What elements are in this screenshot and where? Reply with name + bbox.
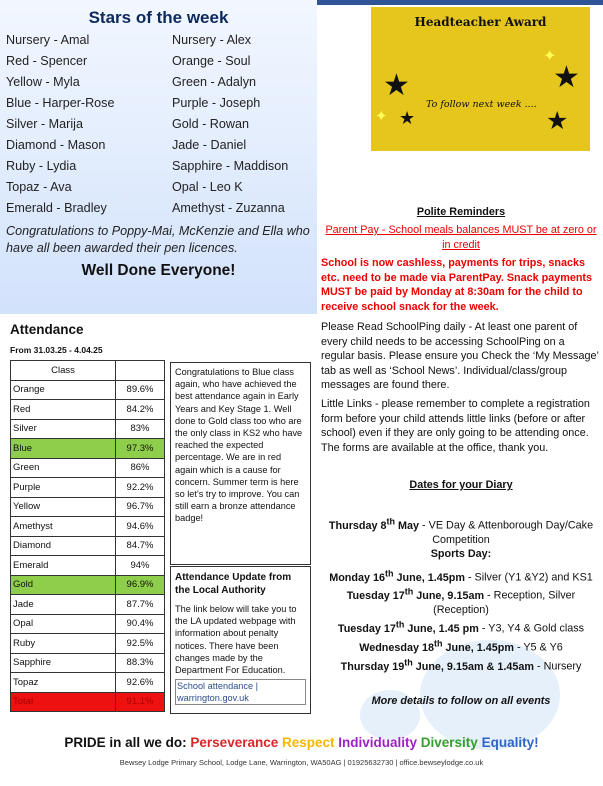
class-percentage: 94.6% (116, 517, 165, 537)
class-name: Blue (11, 439, 116, 459)
class-percentage: 97.3% (116, 439, 165, 459)
class-percentage: 91.1% (116, 692, 165, 712)
class-percentage: 88.3% (116, 653, 165, 673)
attendance-date: From 31.03.25 - 4.04.25 (10, 345, 103, 355)
star-name: Red - Spencer (6, 54, 88, 68)
schoolping-note: Please Read SchoolPing daily - At least one parent of every child needs to be accessing SchoolPing on a regular basis. Please ensure you Check the ‘My Message’ tab as well as ‘School News’. Individual/class/group messages are found there. (321, 321, 599, 391)
star-row (6, 138, 306, 159)
star-row (6, 117, 306, 138)
pride-word: Equality! (481, 735, 539, 750)
attendance-link[interactable]: School attendance | warrington.gov.uk (175, 679, 306, 705)
pride-word: Individuality (338, 735, 421, 750)
event-date-suffix: th (395, 619, 405, 629)
star-name: Topaz - Ava (6, 180, 72, 194)
star-row (6, 201, 306, 222)
attendance-row (11, 497, 165, 517)
sparkle-icon: ✦ (375, 108, 388, 125)
event-desc: - Silver (Y1 &Y2) and KS1 (464, 571, 593, 584)
attendance-row (11, 692, 165, 712)
star-name: Diamond - Mason (6, 138, 106, 152)
parent-pay-note: Parent Pay - School meals balances MUST be at zero or in credit (325, 224, 597, 251)
diary-event-ve-day (321, 514, 601, 548)
pen-licence-congrats: Congratulations to Poppy-Mai, McKenzie and Ella who have all been awarded their pen licences. (6, 224, 310, 255)
class-name: Sapphire (11, 653, 116, 673)
star-icon: ★ (553, 61, 580, 94)
reminders-title: Polite Reminders (416, 206, 506, 218)
event-time: June, 1.45pm (393, 571, 465, 584)
class-percentage: 92.6% (116, 673, 165, 693)
event-date-suffix: th (385, 568, 394, 578)
class-name: Yellow (11, 497, 116, 517)
sparkle-icon: ✦ (543, 48, 557, 65)
class-percentage: 96.7% (116, 497, 165, 517)
class-name: Jade (11, 595, 116, 615)
attendance-row (11, 673, 165, 693)
well-done-heading: Well Done Everyone! (81, 262, 236, 279)
headteacher-award-box (371, 7, 590, 151)
class-percentage: 84.2% (116, 400, 165, 420)
event-date: Wednesday 18 (359, 641, 435, 654)
class-percentage: 84.7% (116, 536, 165, 556)
event-time: June, 9.15am & 1.45am (412, 660, 534, 673)
star-name: Nursery - Alex (172, 33, 252, 47)
sports-event (321, 566, 601, 585)
attendance-row (11, 653, 165, 673)
pride-word: Diversity (420, 735, 482, 750)
class-name: Emerald (11, 556, 116, 576)
event-date: Thursday 19 (340, 660, 405, 673)
pride-lead: PRIDE in all we do: (64, 735, 191, 750)
pride-word: Perseverance (190, 735, 282, 750)
event-desc: - Nursery (533, 660, 582, 673)
award-title: Headteacher Award (414, 15, 547, 29)
ve-day-date: Thursday 8 (328, 519, 387, 532)
event-time: June, 1.45pm (442, 641, 514, 654)
star-name: Green - Adalyn (172, 75, 257, 89)
attendance-update-title: Attendance Update from the Local Authority (175, 572, 292, 596)
class-name: Purple (11, 478, 116, 498)
star-name: Nursery - Amal (6, 33, 90, 47)
event-date-suffix: th (404, 586, 414, 596)
sports-day-label: Sports Day: (430, 548, 492, 560)
ve-day-sup: th (386, 516, 396, 526)
attendance-title: Attendance (10, 322, 84, 337)
event-date: Tuesday 17 (346, 589, 405, 602)
pride-slogan (0, 735, 603, 750)
class-name: Silver (11, 419, 116, 439)
star-name: Ruby - Lydia (6, 159, 77, 173)
event-time: June, 1.45 pm (404, 622, 479, 635)
star-row (6, 180, 306, 201)
star-name: Orange - Soul (172, 54, 251, 68)
attendance-table (10, 360, 165, 712)
attendance-row (11, 575, 165, 595)
star-name: Purple - Joseph (172, 96, 261, 110)
event-date-suffix: th (404, 657, 413, 667)
attendance-congrats-note: Congratulations to Blue class again, who have achieved the best attendance again in Early Years and Key Stage 1. Well done to Gold class too who are the only class in KS2 who have reached the expected percentage. We are in red again which is a cause for concern. Summer term is here so let's try to improve. You can still earn a bronze attendance badge! (170, 362, 311, 565)
class-name: Green (11, 458, 116, 478)
star-row (6, 96, 306, 117)
little-links-note: Little Links - please remember to complete a registration form before your child attends little links (before or after school) even if they are only going to be attending once. The forms are available at the office, thank you. (321, 398, 590, 454)
stars-title: Stars of the week (88, 8, 229, 27)
pride-word: Respect (281, 735, 339, 750)
class-percentage: 83% (116, 419, 165, 439)
attendance-row (11, 634, 165, 654)
class-name: Diamond (11, 536, 116, 556)
event-desc: - Y5 & Y6 (513, 641, 563, 654)
event-date-suffix: th (434, 638, 443, 648)
attendance-header-pct (116, 361, 165, 381)
more-details: More details to follow on all events (371, 695, 551, 707)
top-strip (317, 0, 603, 5)
star-icon: ★ (399, 108, 416, 128)
star-name: Silver - Marija (6, 117, 83, 131)
class-name: Total (11, 692, 116, 712)
class-percentage: 92.5% (116, 634, 165, 654)
class-name: Red (11, 400, 116, 420)
school-footer: Bewsey Lodge Primary School, Lodge Lane, Warrington, WA50AG | 01925632730 | office.bewseylodge.co.uk (119, 758, 484, 767)
class-name: Orange (11, 380, 116, 400)
class-name: Ruby (11, 634, 116, 654)
sports-event (321, 584, 601, 618)
attendance-row (11, 458, 165, 478)
star-name: Amethyst - Zuzanna (172, 201, 285, 215)
attendance-row (11, 419, 165, 439)
ve-day-month: May (395, 519, 420, 532)
star-name: Opal - Leo K (172, 180, 243, 194)
star-name: Blue - Harper-Rose (6, 96, 115, 110)
class-percentage: 86% (116, 458, 165, 478)
star-name: Jade - Daniel (172, 138, 247, 152)
class-name: Gold (11, 575, 116, 595)
class-name: Amethyst (11, 517, 116, 537)
attendance-update-text: The link below will take you to the LA updated webpage with information about penalty notices. There have been changes made by the Department For Education. (175, 604, 297, 676)
star-row (6, 54, 306, 75)
attendance-row (11, 536, 165, 556)
class-percentage: 96.9% (116, 575, 165, 595)
class-name: Topaz (11, 673, 116, 693)
star-row (6, 33, 306, 54)
class-percentage: 92.2% (116, 478, 165, 498)
cashless-note: School is now cashless, payments for trips, snacks etc. need to be made via ParentPay. Snack payments MUST be paid by Monday at 8:30am for the child to receive school snack for the week. (321, 257, 593, 313)
attendance-row (11, 595, 165, 615)
sports-event (321, 617, 601, 636)
event-date: Monday 16 (329, 571, 386, 584)
class-percentage: 87.7% (116, 595, 165, 615)
class-percentage: 94% (116, 556, 165, 576)
sports-event (321, 636, 601, 655)
attendance-row (11, 556, 165, 576)
event-date: Tuesday 17 (337, 622, 396, 635)
star-name: Emerald - Bradley (6, 201, 107, 215)
star-name: Sapphire - Maddison (172, 159, 289, 173)
star-row (6, 75, 306, 96)
attendance-row (11, 439, 165, 459)
ve-day-desc: - VE Day & Attenborough Day/Cake Competition (419, 519, 594, 547)
event-desc: - Reception, Silver (Reception) (433, 589, 576, 617)
class-percentage: 90.4% (116, 614, 165, 634)
attendance-row (11, 400, 165, 420)
award-note: To follow next week .... (426, 99, 537, 110)
attendance-update-box (170, 566, 311, 714)
star-name: Gold - Rowan (172, 117, 249, 131)
event-time: June, 9.15am (413, 589, 485, 602)
star-row (6, 159, 306, 180)
sports-event (321, 655, 601, 674)
star-icon: ★ (383, 69, 410, 102)
star-name: Yellow - Myla (6, 75, 80, 89)
attendance-row (11, 380, 165, 400)
attendance-row (11, 517, 165, 537)
class-name: Opal (11, 614, 116, 634)
stars-list (6, 33, 306, 222)
class-percentage: 89.6% (116, 380, 165, 400)
attendance-header: Class (11, 361, 116, 381)
event-desc: - Y3, Y4 & Gold class (478, 622, 585, 635)
attendance-row (11, 614, 165, 634)
diary-title: Dates for your Diary (409, 479, 513, 491)
attendance-row (11, 478, 165, 498)
star-icon: ★ (546, 107, 569, 135)
